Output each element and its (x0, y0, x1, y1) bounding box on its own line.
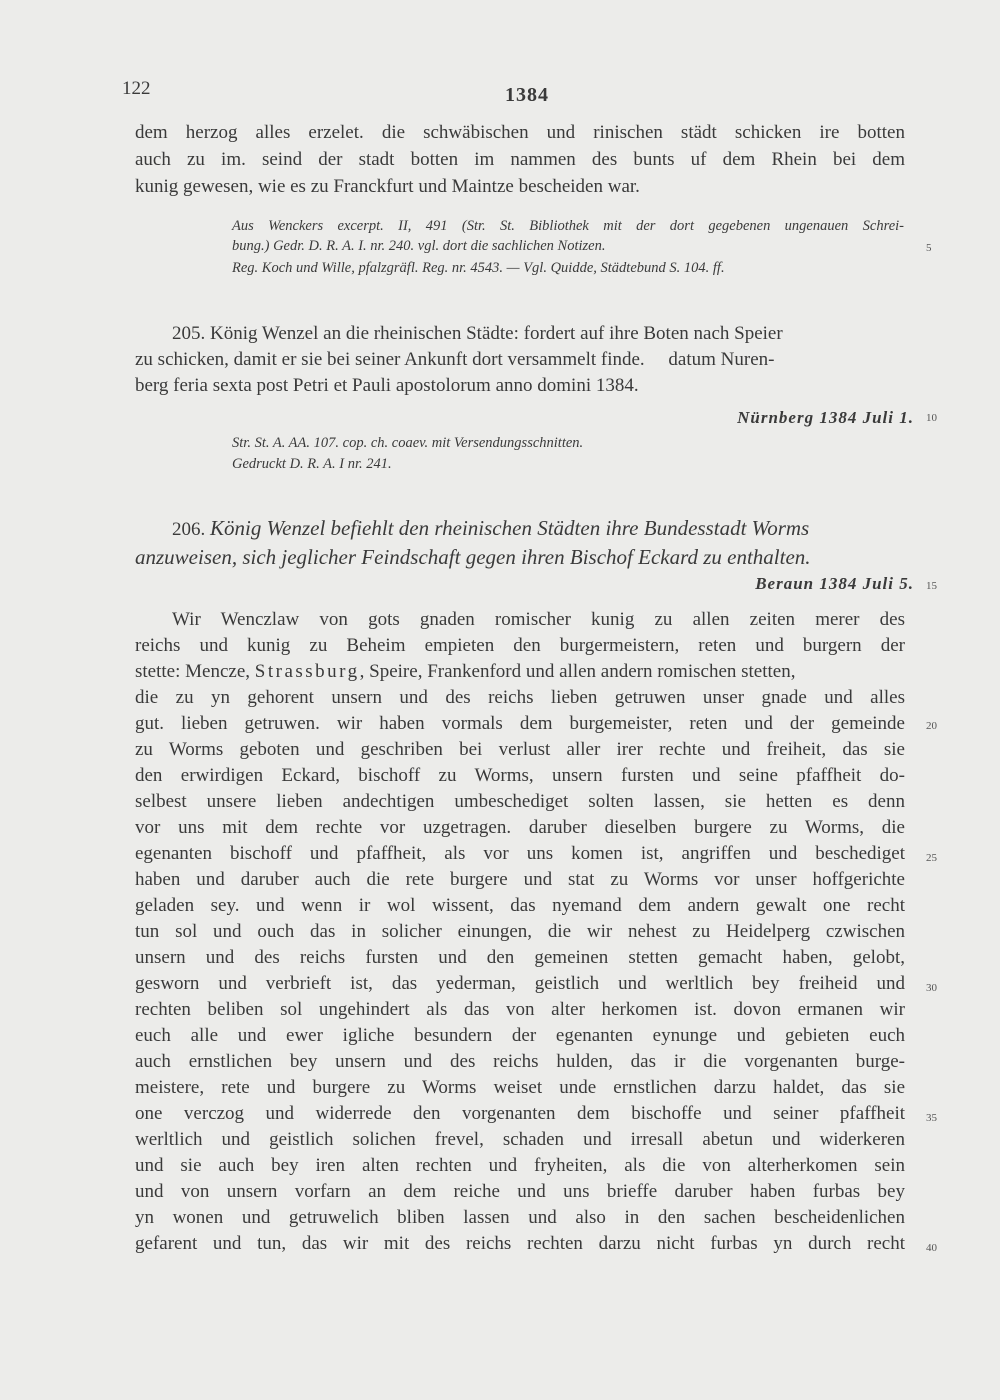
text-line: zu Worms geboten und geschriben bei verlust aller irer rechte und freiheit, das sie (135, 739, 905, 760)
margin-line-number: 15 (926, 580, 937, 592)
margin-line-number: 20 (926, 720, 937, 732)
margin-line-number: 30 (926, 982, 937, 994)
text-line (135, 660, 905, 684)
text-line: auch ernstlichen bey unsern und des reichs hulden, das ir die vorgenanten burge- (135, 1051, 905, 1072)
page-number: 122 (122, 78, 151, 99)
entry-summary: König Wenzel befiehlt den rheinischen Städten ihre Bundesstadt Worms (210, 516, 810, 540)
entry-205-heading (172, 322, 905, 346)
text-line: rechten beliben sol ungehindert als das von alter herkomen ist. dovon ermanen wir (135, 999, 905, 1020)
margin-line-number: 40 (926, 1242, 937, 1254)
text-line: Wir Wenczlaw von gots gnaden romischer kunig zu allen zeiten merer des (172, 609, 905, 630)
entry-number: 205. (172, 323, 206, 344)
text-line: den erwirdigen Eckard, bischoff zu Worms, unsern fursten und seine pfaffheit do- (135, 765, 905, 786)
spaced-place-name: Strassburg (254, 661, 360, 682)
margin-line-number: 10 (926, 412, 937, 424)
source-note: Str. St. A. AA. 107. cop. ch. coaev. mit Versendungsschnitten. (232, 435, 584, 451)
margin-line-number: 5 (926, 242, 932, 254)
text-line: one verczog und widerrede den vorgenanten dem bischoffe und seiner pfaffheit (135, 1103, 905, 1124)
text-line: die zu yn gehorent unsern und des reichs lieben getruwen unser gnade und alles (135, 687, 905, 708)
text-line: yn wonen und getruwelich bliben lassen und also in den sachen bescheidenlichen (135, 1207, 905, 1228)
text-line: euch alle und ewer igliche besundern der egenanten eynunge und gebieten euch (135, 1025, 905, 1046)
source-note: Gedruckt D. R. A. I nr. 241. (232, 456, 392, 472)
text-line: dem herzog alles erzelet. die schwäbischen und rinischen städt schicken ire botten (135, 122, 905, 143)
source-note: Aus Wenckers excerpt. II, 491 (Str. St. Bibliothek mit der dort gegebenen ungenauen Schrei- (232, 218, 904, 234)
text-line: tun sol und ouch das in solicher einungen, die wir nehest zu Heidelperg czwischen (135, 921, 905, 942)
margin-line-number: 35 (926, 1112, 937, 1124)
text-line: kunig gewesen, wie es zu Franckfurt und Maintze bescheiden war. (135, 176, 640, 197)
text-line: selbest unsere lieben andechtigen umbeschediget solten lassen, sie hetten es denn (135, 791, 905, 812)
text-line: haben und daruber auch die rete burgere und stat zu Worms vor unser hoffgerichte (135, 869, 905, 890)
text-line: vor uns mit dem rechte vor uzgetragen. daruber dieselben burgere zu Worms, die (135, 817, 905, 838)
text-line: berg feria sexta post Petri et Pauli apostolorum anno domini 1384. (135, 375, 639, 396)
text-line: unsern und des reichs fursten und den gemeinen stetten gemacht haben, gelobt, (135, 947, 905, 968)
text-segment: stette: Mencze, Strassburg, Speire, Frankenford und allen andern romischen stetten, (135, 661, 796, 682)
text-line: egenanten bischoff und pfaffheit, als vor uns komen ist, angriffen und beschediget (135, 843, 905, 864)
text-line: meistere, rete und burgere zu Worms weiset unde ernstlichen darzu haldet, das sie (135, 1077, 905, 1098)
entry-summary: König Wenzel an die rheinischen Städte: fordert auf ihre Boten nach Speier (210, 323, 783, 344)
entry-206-heading (172, 516, 905, 542)
text-line: reichs und kunig zu Beheim empieten den burgermeistern, reten und burgern der (135, 635, 905, 656)
entry-dateline: Beraun 1384 Juli 5. (755, 574, 914, 593)
text-line: gefarent und tun, das wir mit des reichs rechten darzu nicht furbas yn durch recht (135, 1233, 905, 1254)
running-head-year: 1384 (505, 84, 549, 106)
entry-summary-line: anzuweisen, sich jeglicher Feindschaft gegen ihren Bischof Eckard zu enthalten. (135, 545, 811, 569)
text-line: geladen sey. und wenn ir wol wissent, das nyemand dem andern gewalt one recht (135, 895, 905, 916)
source-note: bung.) Gedr. D. R. A. I. nr. 240. vgl. dort die sachlichen Notizen. (232, 238, 606, 254)
text-line: und von unsern vorfarn an dem reiche und uns brieffe daruber haben furbas bey (135, 1181, 905, 1202)
entry-dateline: Nürnberg 1384 Juli 1. (737, 408, 914, 427)
text-line: und sie auch bey iren alten rechten und fryheiten, als die von alterherkomen sein (135, 1155, 905, 1176)
text-line: gesworn und verbrieft ist, das yederman, geistlich und werltlich bey freiheid und (135, 973, 905, 994)
text-line: gut. lieben getruwen. wir haben vormals dem burgemeister, reten und der gemeinde (135, 713, 905, 734)
source-note: Reg. Koch und Wille, pfalzgräfl. Reg. nr. 4543. — Vgl. Quidde, Städtebund S. 104. ff. (232, 260, 725, 276)
entry-number: 206. (172, 519, 206, 540)
text-line: auch zu im. seind der stadt botten im nammen des bunts uf dem Rhein bei dem (135, 149, 905, 170)
text-line: zu schicken, damit er sie bei seiner Ankunft dort versammelt finde. datum Nuren- (135, 349, 775, 370)
text-line: werltlich und geistlich solichen frevel, schaden und irresall abetun und widerkeren (135, 1129, 905, 1150)
margin-line-number: 25 (926, 852, 937, 864)
